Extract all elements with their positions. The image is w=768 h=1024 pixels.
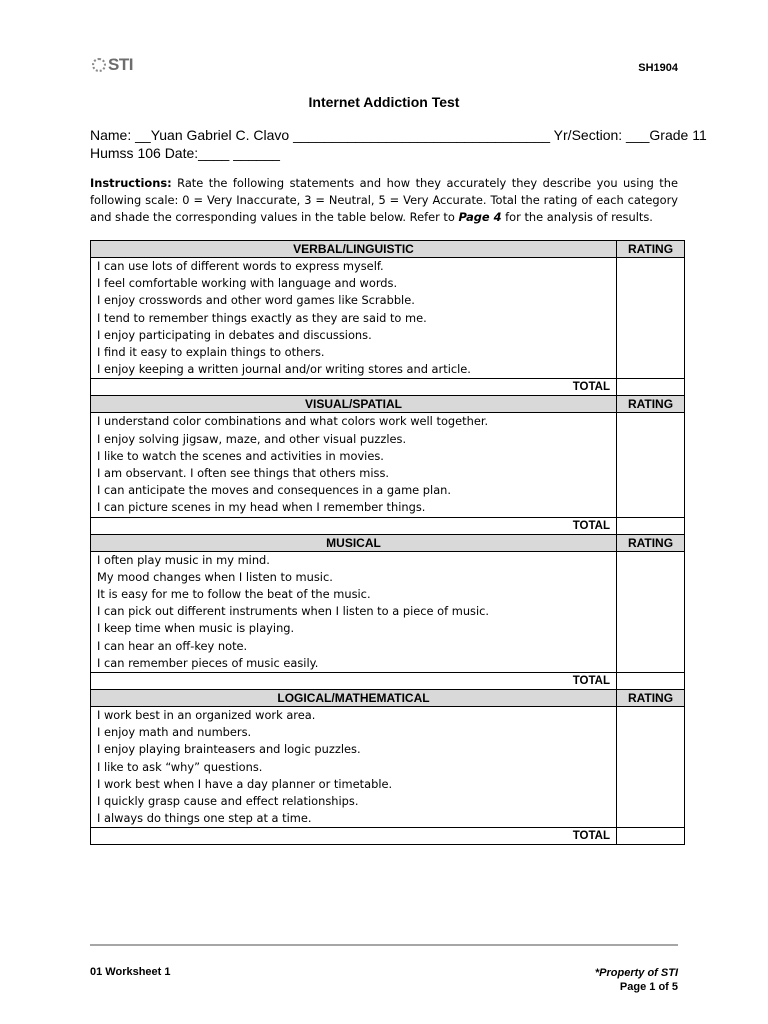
footer-right (595, 966, 678, 994)
statement-item: I can hear an off-key note. (97, 638, 248, 653)
total-input-cell[interactable] (617, 673, 685, 690)
section-items-row (91, 258, 685, 379)
section-header-logical-mathematical (91, 690, 685, 707)
logo-text: STI (108, 55, 133, 74)
statement-item: I can picture scenes in my head when I remember things. (97, 500, 426, 515)
section-title: VERBAL/LINGUISTIC (91, 241, 617, 258)
rating-input-cell[interactable] (617, 551, 685, 672)
statement-list (91, 551, 617, 672)
statement-item: It is easy for me to follow the beat of the music. (97, 587, 371, 602)
statement-item: I enjoy keeping a written journal and/or writing stores and article. (97, 362, 471, 377)
total-row (91, 673, 685, 690)
statement-list (91, 707, 617, 828)
statement-item: I quickly grasp cause and effect relationships. (97, 794, 359, 809)
section-items-row (91, 707, 685, 828)
rating-input-cell[interactable] (617, 258, 685, 379)
rating-header: RATING (617, 396, 685, 413)
rating-table (90, 240, 685, 845)
statement-item: My mood changes when I listen to music. (97, 569, 333, 584)
statement-item: I enjoy solving jigsaw, maze, and other visual puzzles. (97, 431, 407, 446)
rating-header: RATING (617, 241, 685, 258)
statement-item: I tend to remember things exactly as they are said to me. (97, 310, 427, 325)
section-header-visual-spatial (91, 396, 685, 413)
statement-item: I feel comfortable working with language and words. (97, 276, 398, 291)
statement-item: I keep time when music is playing. (97, 621, 295, 636)
instructions (90, 175, 678, 227)
statement-item: I work best in an organized work area. (97, 708, 316, 723)
statement-item: I can anticipate the moves and consequences in a game plan. (97, 483, 452, 498)
footer-worksheet-label: 01 Worksheet 1 (90, 966, 171, 978)
instructions-text-end: for the analysis of results. (501, 210, 653, 225)
instructions-text: Rate the following statements and how they accurately they describe you using the following scale: 0 = Very Inaccurate, 3 = Neutral, 5 = Very Accurate. Total the rating of each category and shade the corresponding values in the table below. Refer to (90, 176, 678, 225)
section-title: MUSICAL (91, 534, 617, 551)
total-input-cell[interactable] (617, 517, 685, 534)
total-label: TOTAL (91, 517, 617, 534)
total-input-cell[interactable] (617, 379, 685, 396)
statement-item: I enjoy playing brainteasers and logic puzzles. (97, 742, 361, 757)
total-row (91, 517, 685, 534)
statement-item: I work best when I have a day planner or timetable. (97, 776, 393, 791)
total-label: TOTAL (91, 828, 617, 845)
page-reference: Page 4 (458, 210, 502, 225)
statement-item: I find it easy to explain things to others. (97, 345, 325, 360)
total-label: TOTAL (91, 673, 617, 690)
statement-item: I always do things one step at a time. (97, 811, 312, 826)
page-title: Internet Addiction Test (308, 94, 460, 110)
footer-divider (90, 944, 678, 946)
statement-item: I like to watch the scenes and activities in movies. (97, 448, 384, 463)
statement-item: I understand color combinations and what colors work well together. (97, 414, 489, 429)
document-code: SH1904 (638, 62, 678, 74)
name-line: Name: __Yuan Gabriel C. Clavo _________________________________ Yr/Section: ___Grade 11 Humss 106 Date:____ ______ (90, 127, 707, 161)
statement-list (91, 413, 617, 517)
section-items-row (91, 551, 685, 672)
statement-item: I enjoy math and numbers. (97, 725, 252, 740)
statement-item: I enjoy participating in debates and discussions. (97, 327, 372, 342)
section-items-row (91, 413, 685, 517)
logo-globe-icon (92, 58, 106, 72)
section-title: VISUAL/SPATIAL (91, 396, 617, 413)
rating-header: RATING (617, 690, 685, 707)
rating-header: RATING (617, 534, 685, 551)
statement-item: I can pick out different instruments when I listen to a piece of music. (97, 604, 490, 619)
rating-input-cell[interactable] (617, 413, 685, 517)
page-number: Page 1 of 5 (619, 981, 678, 993)
total-label: TOTAL (91, 379, 617, 396)
statement-list (91, 258, 617, 379)
property-note: *Property of STI (594, 967, 678, 979)
statement-item: I enjoy crosswords and other word games like Scrabble. (97, 293, 415, 308)
total-row (91, 828, 685, 845)
sti-logo (92, 55, 133, 75)
rating-input-cell[interactable] (617, 707, 685, 828)
section-header-musical (91, 534, 685, 551)
section-title: LOGICAL/MATHEMATICAL (91, 690, 617, 707)
instructions-label: Instructions: (90, 176, 172, 190)
statement-item: I like to ask “why” questions. (97, 759, 263, 774)
statement-item: I am observant. I often see things that others miss. (97, 466, 390, 481)
statement-item: I can remember pieces of music easily. (97, 655, 319, 670)
statement-item: I often play music in my mind. (97, 552, 270, 567)
total-input-cell[interactable] (617, 828, 685, 845)
statement-item: I can use lots of different words to express myself. (97, 259, 384, 273)
total-row (91, 379, 685, 396)
section-header-verbal-linguistic (91, 241, 685, 258)
